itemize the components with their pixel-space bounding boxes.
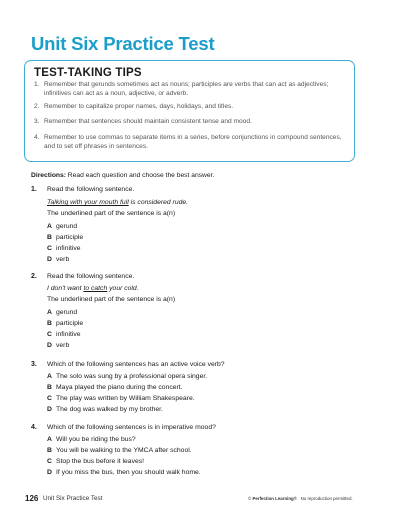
footer-section-title: Unit Six Practice Test	[43, 495, 103, 502]
tip-item	[34, 118, 350, 127]
directions-label: Directions:	[31, 172, 66, 179]
option-letter: D	[47, 406, 52, 413]
option-letter: D	[47, 256, 52, 263]
option-letter: D	[47, 342, 52, 349]
option-letter: C	[47, 245, 52, 252]
question-prompt: Read the following sentence.	[47, 186, 135, 193]
underlined-phrase: Talking with your mouth full	[47, 199, 129, 206]
option-letter: C	[47, 458, 52, 465]
option-letter: A	[47, 309, 52, 316]
option-letter: B	[47, 447, 52, 454]
trademark-mark: ®	[293, 496, 297, 501]
question-prompt: Read the following sentence.	[47, 273, 135, 280]
question-number: 1.	[31, 186, 37, 193]
directions-text: Read each question and choose the best answer.	[65, 172, 215, 179]
sentence-rest: your cold.	[107, 285, 139, 292]
answer-option-a[interactable]	[47, 309, 77, 316]
option-letter: A	[47, 223, 52, 230]
option-text: Stop the bus before it leaves!	[56, 458, 145, 465]
option-text: verb	[56, 256, 70, 263]
answer-option-a[interactable]	[47, 373, 207, 380]
tip-text: Remember that gerunds sometimes act as nouns; participles are verbs that can act as adjectives; infinitives can act as a noun, adjective, or adverb.	[44, 81, 329, 97]
sentence-pre: I don't want	[47, 285, 84, 292]
tip-item	[34, 134, 350, 151]
publisher-name: Perfection Learning	[252, 496, 294, 501]
page-title: Unit Six Practice Test	[31, 33, 215, 54]
option-letter: B	[47, 384, 52, 391]
option-text: participle	[56, 320, 84, 327]
question-prompt: Which of the following sentences has an active voice verb?	[47, 361, 225, 368]
option-text: Will you be riding the bus?	[56, 436, 136, 443]
answer-option-a[interactable]	[47, 436, 136, 443]
page-number: 126	[25, 494, 39, 503]
option-text: If you miss the bus, then you should walk home.	[56, 469, 201, 476]
answer-option-d[interactable]	[47, 406, 163, 413]
option-text: The solo was sung by a professional opera singer.	[56, 373, 208, 380]
option-letter: B	[47, 234, 52, 241]
underlined-phrase: to catch	[83, 285, 108, 292]
answer-option-b[interactable]	[47, 384, 183, 391]
option-text: gerund	[56, 223, 78, 230]
option-text: You will be walking to the YMCA after school.	[56, 447, 192, 454]
option-text: infinitive	[56, 245, 81, 252]
directions	[31, 172, 361, 179]
question-number: 2.	[31, 273, 37, 280]
option-letter: B	[47, 320, 52, 327]
option-text: infinitive	[56, 331, 81, 338]
copyright-notice	[248, 496, 353, 501]
tip-number: 1.	[34, 81, 40, 88]
option-letter: A	[47, 373, 52, 380]
question-sentence	[47, 285, 139, 292]
answer-option-d[interactable]	[47, 342, 69, 349]
question-followup: The underlined part of the sentence is a(n)	[47, 210, 176, 217]
tip-text: Remember to capitalize proper names, days, holidays, and titles.	[44, 103, 234, 110]
tip-item	[34, 81, 350, 98]
answer-option-c[interactable]	[47, 395, 195, 402]
tip-text: Remember that sentences should maintain consistent tense and mood.	[44, 118, 252, 125]
tip-number: 2.	[34, 103, 40, 110]
answer-option-c[interactable]	[47, 458, 144, 465]
answer-option-b[interactable]	[47, 234, 83, 241]
answer-option-a[interactable]	[47, 223, 77, 230]
tip-item	[34, 103, 350, 112]
option-text: The play was written by William Shakespeare.	[56, 395, 195, 402]
question-followup: The underlined part of the sentence is a(n)	[47, 296, 176, 303]
option-letter: C	[47, 331, 52, 338]
answer-option-b[interactable]	[47, 320, 83, 327]
question-number: 4.	[31, 424, 37, 431]
sentence-rest: is considered rude.	[128, 199, 189, 206]
tip-number: 4.	[34, 134, 40, 141]
question-number: 3.	[31, 361, 37, 368]
option-text: Maya played the piano during the concert.	[56, 384, 183, 391]
tips-heading: TEST-TAKING TIPS	[34, 67, 142, 79]
answer-option-c[interactable]	[47, 245, 81, 252]
question-prompt: Which of the following sentences is in imperative mood?	[47, 424, 216, 431]
tip-text: Remember to use commas to separate items in a series, before conjunctions in compound sentences, and to set off phrases in sentences.	[44, 134, 342, 150]
reproduction-notice: No reproduction permitted.	[300, 496, 353, 501]
option-text: participle	[56, 234, 84, 241]
copyright-mark: ©	[248, 496, 252, 501]
option-letter: D	[47, 469, 52, 476]
tip-number: 3.	[34, 118, 40, 125]
answer-option-c[interactable]	[47, 331, 81, 338]
question-sentence	[47, 199, 188, 206]
answer-option-d[interactable]	[47, 469, 201, 476]
answer-option-b[interactable]	[47, 447, 192, 454]
option-text: verb	[56, 342, 70, 349]
answer-option-d[interactable]	[47, 256, 69, 263]
test-taking-tips-box	[24, 60, 355, 162]
option-letter: A	[47, 436, 52, 443]
option-text: The dog was walked by my brother.	[56, 406, 163, 413]
option-text: gerund	[56, 309, 78, 316]
option-letter: C	[47, 395, 52, 402]
